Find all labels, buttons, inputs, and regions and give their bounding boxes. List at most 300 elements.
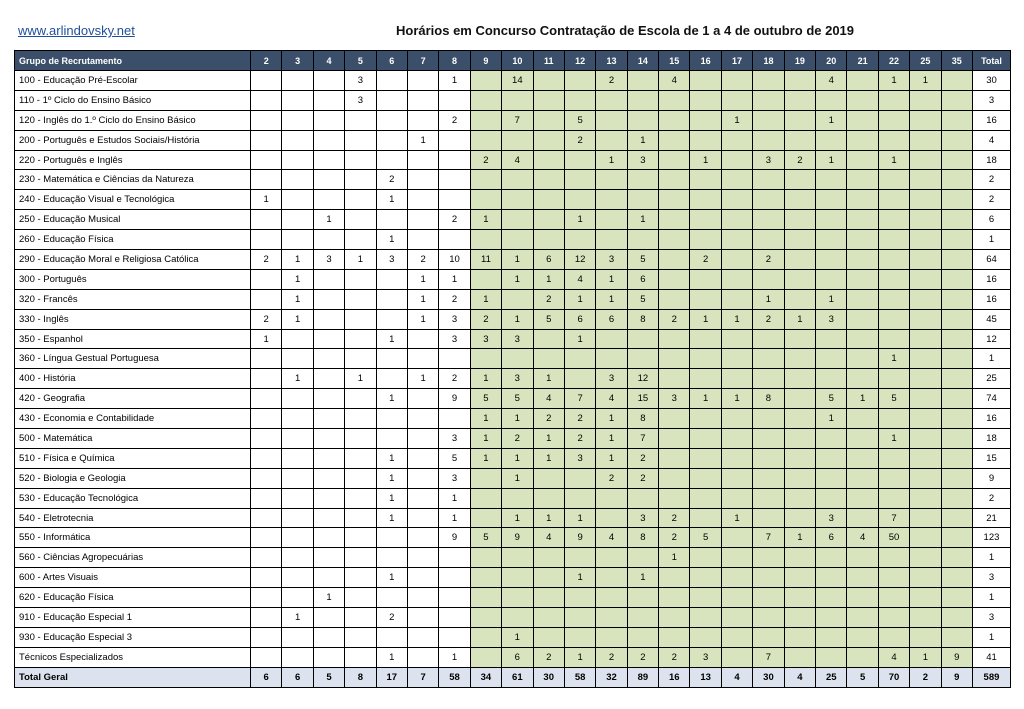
hours-count-cell xyxy=(941,429,972,449)
hours-count-cell xyxy=(910,309,941,329)
hours-count-cell xyxy=(470,71,501,91)
hours-count-cell xyxy=(533,90,564,110)
hours-count-cell xyxy=(533,71,564,91)
hours-count-cell: 7 xyxy=(502,110,533,130)
group-name-cell: 350 - Espanhol xyxy=(15,329,251,349)
document-title: Horários em Concurso Contratação de Escola de 1 a 4 de outubro de 2019 xyxy=(396,23,855,38)
hours-count-cell: 1 xyxy=(533,269,564,289)
hours-column-header: 14 xyxy=(627,51,658,71)
hours-count-cell xyxy=(251,170,282,190)
hours-count-cell xyxy=(345,448,376,468)
hours-count-cell: 1 xyxy=(376,568,407,588)
hours-count-cell xyxy=(941,369,972,389)
table-row xyxy=(15,150,1011,170)
hours-count-cell: 9 xyxy=(502,528,533,548)
hours-count-cell xyxy=(721,190,752,210)
hours-column-header: 21 xyxy=(847,51,878,71)
hours-count-cell: 1 xyxy=(470,429,501,449)
hours-count-cell xyxy=(941,190,972,210)
table-row xyxy=(15,71,1011,91)
hours-count-cell xyxy=(753,369,784,389)
hours-count-cell xyxy=(502,568,533,588)
hours-count-cell xyxy=(407,608,438,628)
hours-count-cell: 4 xyxy=(564,269,595,289)
hours-count-cell xyxy=(784,289,815,309)
hours-count-cell xyxy=(345,309,376,329)
total-hours-cell: 4 xyxy=(784,667,815,687)
hours-count-cell: 1 xyxy=(564,568,595,588)
hours-count-cell xyxy=(313,130,344,150)
hours-count-cell xyxy=(659,488,690,508)
hours-count-cell xyxy=(470,508,501,528)
hours-count-cell: 3 xyxy=(690,647,721,667)
hours-count-cell xyxy=(816,488,847,508)
hours-count-cell: 1 xyxy=(878,349,909,369)
hours-count-cell xyxy=(659,289,690,309)
hours-count-cell xyxy=(313,568,344,588)
hours-count-cell: 1 xyxy=(502,269,533,289)
hours-count-cell xyxy=(910,250,941,270)
hours-count-cell: 2 xyxy=(596,468,627,488)
row-total-cell: 4 xyxy=(972,130,1010,150)
hours-count-cell xyxy=(847,90,878,110)
hours-count-cell xyxy=(816,429,847,449)
hours-count-cell xyxy=(502,190,533,210)
hours-count-cell xyxy=(376,90,407,110)
total-hours-cell: 16 xyxy=(659,667,690,687)
hours-count-cell: 9 xyxy=(439,528,470,548)
hours-count-cell xyxy=(313,329,344,349)
hours-count-cell xyxy=(533,329,564,349)
hours-count-cell xyxy=(784,349,815,369)
hours-count-cell xyxy=(910,90,941,110)
hours-count-cell xyxy=(753,508,784,528)
hours-count-cell: 1 xyxy=(596,269,627,289)
hours-count-cell xyxy=(721,548,752,568)
hours-count-cell xyxy=(251,488,282,508)
hours-count-cell xyxy=(627,190,658,210)
hours-count-cell xyxy=(659,627,690,647)
hours-count-cell: 50 xyxy=(878,528,909,548)
hours-count-cell xyxy=(784,71,815,91)
hours-count-cell xyxy=(596,190,627,210)
total-hours-cell: 32 xyxy=(596,667,627,687)
hours-count-cell xyxy=(596,508,627,528)
hours-count-cell: 1 xyxy=(753,289,784,309)
hours-count-cell xyxy=(910,409,941,429)
hours-count-cell xyxy=(345,588,376,608)
hours-count-cell xyxy=(910,429,941,449)
total-row xyxy=(15,667,1011,687)
hours-count-cell: 1 xyxy=(282,608,313,628)
hours-count-cell xyxy=(251,448,282,468)
hours-count-cell xyxy=(376,528,407,548)
hours-count-cell: 2 xyxy=(659,309,690,329)
hours-count-cell xyxy=(784,508,815,528)
hours-count-cell xyxy=(941,627,972,647)
hours-count-cell xyxy=(470,468,501,488)
hours-count-cell: 2 xyxy=(439,110,470,130)
hours-count-cell xyxy=(753,329,784,349)
hours-count-cell xyxy=(784,568,815,588)
hours-count-cell xyxy=(470,588,501,608)
hours-count-cell xyxy=(753,210,784,230)
hours-column-header: 19 xyxy=(784,51,815,71)
hours-count-cell xyxy=(596,488,627,508)
hours-count-cell xyxy=(502,548,533,568)
hours-count-cell xyxy=(878,548,909,568)
hours-count-cell xyxy=(659,210,690,230)
table-row xyxy=(15,349,1011,369)
hours-count-cell: 3 xyxy=(627,508,658,528)
hours-count-cell xyxy=(690,349,721,369)
total-hours-cell: 17 xyxy=(376,667,407,687)
hours-count-cell xyxy=(721,170,752,190)
hours-count-cell xyxy=(784,448,815,468)
hours-count-cell xyxy=(470,110,501,130)
hours-count-cell: 1 xyxy=(376,230,407,250)
hours-count-cell xyxy=(345,150,376,170)
hours-count-cell xyxy=(847,150,878,170)
hours-count-cell xyxy=(596,568,627,588)
hours-count-cell xyxy=(345,289,376,309)
hours-count-cell: 1 xyxy=(407,269,438,289)
hours-count-cell: 10 xyxy=(439,250,470,270)
hours-count-cell: 3 xyxy=(659,389,690,409)
hours-count-cell xyxy=(251,429,282,449)
hours-count-cell xyxy=(502,90,533,110)
hours-column-header: 3 xyxy=(282,51,313,71)
hours-count-cell xyxy=(313,389,344,409)
hours-count-cell xyxy=(816,548,847,568)
hours-count-cell xyxy=(753,608,784,628)
table-row xyxy=(15,170,1011,190)
hours-count-cell: 1 xyxy=(502,627,533,647)
hours-count-cell: 6 xyxy=(564,309,595,329)
hours-count-cell: 1 xyxy=(502,468,533,488)
hours-count-cell: 3 xyxy=(502,369,533,389)
hours-count-cell xyxy=(376,429,407,449)
hours-count-cell xyxy=(659,150,690,170)
total-hours-cell: 30 xyxy=(533,667,564,687)
hours-count-cell xyxy=(627,588,658,608)
hours-count-cell: 3 xyxy=(816,309,847,329)
hours-count-cell xyxy=(753,90,784,110)
hours-count-cell xyxy=(345,329,376,349)
hours-count-cell xyxy=(659,90,690,110)
hours-count-cell xyxy=(721,349,752,369)
hours-count-cell xyxy=(407,329,438,349)
hours-count-cell: 3 xyxy=(627,150,658,170)
hours-count-cell xyxy=(784,210,815,230)
hours-count-cell: 1 xyxy=(721,508,752,528)
table-row xyxy=(15,568,1011,588)
hours-count-cell: 6 xyxy=(502,647,533,667)
hours-count-cell xyxy=(910,369,941,389)
hours-count-cell xyxy=(721,369,752,389)
hours-count-cell xyxy=(721,468,752,488)
row-total-cell: 2 xyxy=(972,190,1010,210)
hours-count-cell xyxy=(533,627,564,647)
hours-count-cell: 8 xyxy=(627,309,658,329)
group-name-cell: 540 - Eletrotecnia xyxy=(15,508,251,528)
hours-count-cell xyxy=(376,369,407,389)
hours-count-cell xyxy=(282,647,313,667)
hours-count-cell xyxy=(721,608,752,628)
hours-count-cell xyxy=(282,389,313,409)
hours-count-cell xyxy=(533,150,564,170)
hours-count-cell xyxy=(282,130,313,150)
hours-count-cell: 2 xyxy=(784,150,815,170)
hours-count-cell xyxy=(533,488,564,508)
hours-count-cell xyxy=(439,150,470,170)
hours-count-cell: 2 xyxy=(753,250,784,270)
total-hours-cell: 58 xyxy=(564,667,595,687)
hours-count-cell: 2 xyxy=(564,130,595,150)
table-row xyxy=(15,329,1011,349)
hours-count-cell xyxy=(627,110,658,130)
hours-count-cell xyxy=(407,90,438,110)
hours-count-cell xyxy=(721,150,752,170)
hours-count-cell xyxy=(816,568,847,588)
hours-count-cell xyxy=(847,110,878,130)
row-total-cell: 18 xyxy=(972,150,1010,170)
hours-count-cell xyxy=(502,488,533,508)
hours-count-cell: 1 xyxy=(596,429,627,449)
hours-count-cell xyxy=(345,110,376,130)
hours-count-cell: 2 xyxy=(659,508,690,528)
hours-count-cell xyxy=(847,588,878,608)
hours-count-cell: 1 xyxy=(596,150,627,170)
hours-count-cell xyxy=(878,448,909,468)
hours-count-cell xyxy=(407,627,438,647)
hours-count-cell xyxy=(659,110,690,130)
hours-count-cell: 1 xyxy=(376,389,407,409)
hours-count-cell xyxy=(910,528,941,548)
site-link[interactable]: www.arlindovsky.net xyxy=(18,23,135,38)
hours-count-cell xyxy=(596,329,627,349)
hours-count-cell: 3 xyxy=(564,448,595,468)
hours-count-cell: 4 xyxy=(596,389,627,409)
hours-count-cell xyxy=(784,429,815,449)
group-name-cell: 100 - Educação Pré-Escolar xyxy=(15,71,251,91)
hours-count-cell xyxy=(910,150,941,170)
hours-count-cell xyxy=(690,71,721,91)
hours-count-cell: 1 xyxy=(878,429,909,449)
table-row xyxy=(15,110,1011,130)
row-total-cell: 3 xyxy=(972,568,1010,588)
hours-count-cell xyxy=(659,369,690,389)
hours-count-cell xyxy=(313,230,344,250)
hours-count-cell: 2 xyxy=(439,210,470,230)
hours-count-cell xyxy=(690,548,721,568)
hours-count-cell: 3 xyxy=(439,429,470,449)
hours-count-cell: 1 xyxy=(596,289,627,309)
hours-count-cell xyxy=(690,190,721,210)
hours-count-cell xyxy=(659,329,690,349)
hours-count-cell xyxy=(470,130,501,150)
hours-count-cell xyxy=(753,588,784,608)
total-column-header: Total xyxy=(972,51,1010,71)
total-hours-cell: 70 xyxy=(878,667,909,687)
hours-column-header: 2 xyxy=(251,51,282,71)
hours-count-cell xyxy=(941,588,972,608)
hours-count-cell xyxy=(941,210,972,230)
hours-count-cell xyxy=(407,548,438,568)
hours-count-cell xyxy=(533,349,564,369)
hours-count-cell xyxy=(941,568,972,588)
hours-count-cell xyxy=(721,230,752,250)
hours-count-cell xyxy=(941,608,972,628)
hours-count-cell xyxy=(313,289,344,309)
hours-count-cell: 3 xyxy=(502,329,533,349)
hours-count-cell xyxy=(941,409,972,429)
hours-count-cell xyxy=(690,409,721,429)
table-row xyxy=(15,448,1011,468)
hours-count-cell xyxy=(596,230,627,250)
hours-count-cell: 2 xyxy=(470,309,501,329)
hours-count-cell xyxy=(345,429,376,449)
hours-count-cell: 3 xyxy=(376,250,407,270)
hours-count-cell xyxy=(313,429,344,449)
hours-count-cell xyxy=(721,429,752,449)
hours-count-cell: 1 xyxy=(282,250,313,270)
hours-count-cell xyxy=(251,528,282,548)
hours-count-cell xyxy=(816,269,847,289)
hours-count-cell xyxy=(627,627,658,647)
row-total-cell: 3 xyxy=(972,90,1010,110)
group-name-cell: Técnicos Especializados xyxy=(15,647,251,667)
hours-count-cell xyxy=(784,369,815,389)
hours-count-cell xyxy=(251,130,282,150)
hours-count-cell xyxy=(690,230,721,250)
hours-count-cell xyxy=(502,210,533,230)
hours-count-cell xyxy=(690,170,721,190)
hours-count-cell: 2 xyxy=(376,170,407,190)
hours-count-cell xyxy=(407,508,438,528)
hours-count-cell: 1 xyxy=(345,250,376,270)
hours-count-cell xyxy=(376,349,407,369)
hours-count-cell: 1 xyxy=(721,110,752,130)
hours-count-cell xyxy=(941,389,972,409)
hours-count-cell: 1 xyxy=(596,448,627,468)
hours-count-cell xyxy=(282,150,313,170)
hours-count-cell xyxy=(282,170,313,190)
hours-count-cell xyxy=(627,488,658,508)
group-name-cell: 500 - Matemática xyxy=(15,429,251,449)
hours-count-cell xyxy=(251,90,282,110)
group-name-cell: 200 - Português e Estudos Sociais/História xyxy=(15,130,251,150)
row-total-cell: 123 xyxy=(972,528,1010,548)
hours-column-header: 25 xyxy=(910,51,941,71)
hours-count-cell xyxy=(627,230,658,250)
hours-count-cell xyxy=(816,448,847,468)
hours-count-cell xyxy=(282,528,313,548)
hours-count-cell: 11 xyxy=(470,250,501,270)
hours-count-cell xyxy=(564,588,595,608)
hours-count-cell xyxy=(910,488,941,508)
hours-count-cell xyxy=(659,409,690,429)
hours-count-cell xyxy=(910,508,941,528)
hours-count-cell xyxy=(847,548,878,568)
hours-count-cell xyxy=(251,508,282,528)
hours-count-cell xyxy=(721,568,752,588)
hours-count-cell: 1 xyxy=(345,369,376,389)
hours-count-cell: 8 xyxy=(627,528,658,548)
hours-count-cell: 5 xyxy=(502,389,533,409)
hours-count-cell: 1 xyxy=(502,309,533,329)
group-name-cell: 300 - Português xyxy=(15,269,251,289)
hours-count-cell xyxy=(251,627,282,647)
hours-count-cell xyxy=(345,190,376,210)
group-name-cell: 250 - Educação Musical xyxy=(15,210,251,230)
hours-count-cell xyxy=(910,170,941,190)
hours-count-cell: 1 xyxy=(376,647,407,667)
hours-count-cell xyxy=(470,568,501,588)
hours-count-cell xyxy=(345,508,376,528)
hours-count-cell xyxy=(596,627,627,647)
hours-count-cell xyxy=(533,230,564,250)
hours-count-cell: 7 xyxy=(878,508,909,528)
hours-column-header: 12 xyxy=(564,51,595,71)
hours-count-cell xyxy=(313,448,344,468)
hours-count-cell xyxy=(313,170,344,190)
hours-count-cell: 1 xyxy=(596,409,627,429)
table-row xyxy=(15,250,1011,270)
hours-count-cell: 1 xyxy=(564,289,595,309)
hours-count-cell: 2 xyxy=(564,409,595,429)
table-row xyxy=(15,608,1011,628)
hours-count-cell xyxy=(721,289,752,309)
hours-count-cell: 1 xyxy=(627,568,658,588)
table-row xyxy=(15,369,1011,389)
row-total-cell: 64 xyxy=(972,250,1010,270)
hours-count-cell xyxy=(753,230,784,250)
hours-count-cell xyxy=(784,130,815,150)
hours-count-cell: 2 xyxy=(753,309,784,329)
hours-count-cell xyxy=(502,289,533,309)
hours-count-cell xyxy=(878,90,909,110)
hours-count-cell xyxy=(721,210,752,230)
row-total-cell: 1 xyxy=(972,588,1010,608)
hours-count-cell xyxy=(784,389,815,409)
hours-count-cell: 1 xyxy=(690,150,721,170)
hours-count-cell xyxy=(533,170,564,190)
hours-count-cell xyxy=(345,170,376,190)
hours-count-cell: 3 xyxy=(816,508,847,528)
hours-count-cell xyxy=(439,568,470,588)
hours-count-cell xyxy=(847,608,878,628)
hours-count-cell xyxy=(753,568,784,588)
hours-count-cell: 1 xyxy=(282,369,313,389)
hours-count-cell xyxy=(282,230,313,250)
hours-count-cell xyxy=(784,230,815,250)
hours-count-cell: 1 xyxy=(251,190,282,210)
hours-count-cell: 7 xyxy=(753,528,784,548)
hours-count-cell: 9 xyxy=(439,389,470,409)
hours-count-cell xyxy=(282,190,313,210)
table-row xyxy=(15,548,1011,568)
hours-count-cell xyxy=(816,369,847,389)
table-row xyxy=(15,468,1011,488)
hours-count-cell: 2 xyxy=(627,647,658,667)
hours-count-cell xyxy=(407,389,438,409)
hours-count-cell xyxy=(878,250,909,270)
row-total-cell: 41 xyxy=(972,647,1010,667)
hours-count-cell xyxy=(941,349,972,369)
hours-count-cell: 1 xyxy=(439,269,470,289)
hours-count-cell xyxy=(816,170,847,190)
